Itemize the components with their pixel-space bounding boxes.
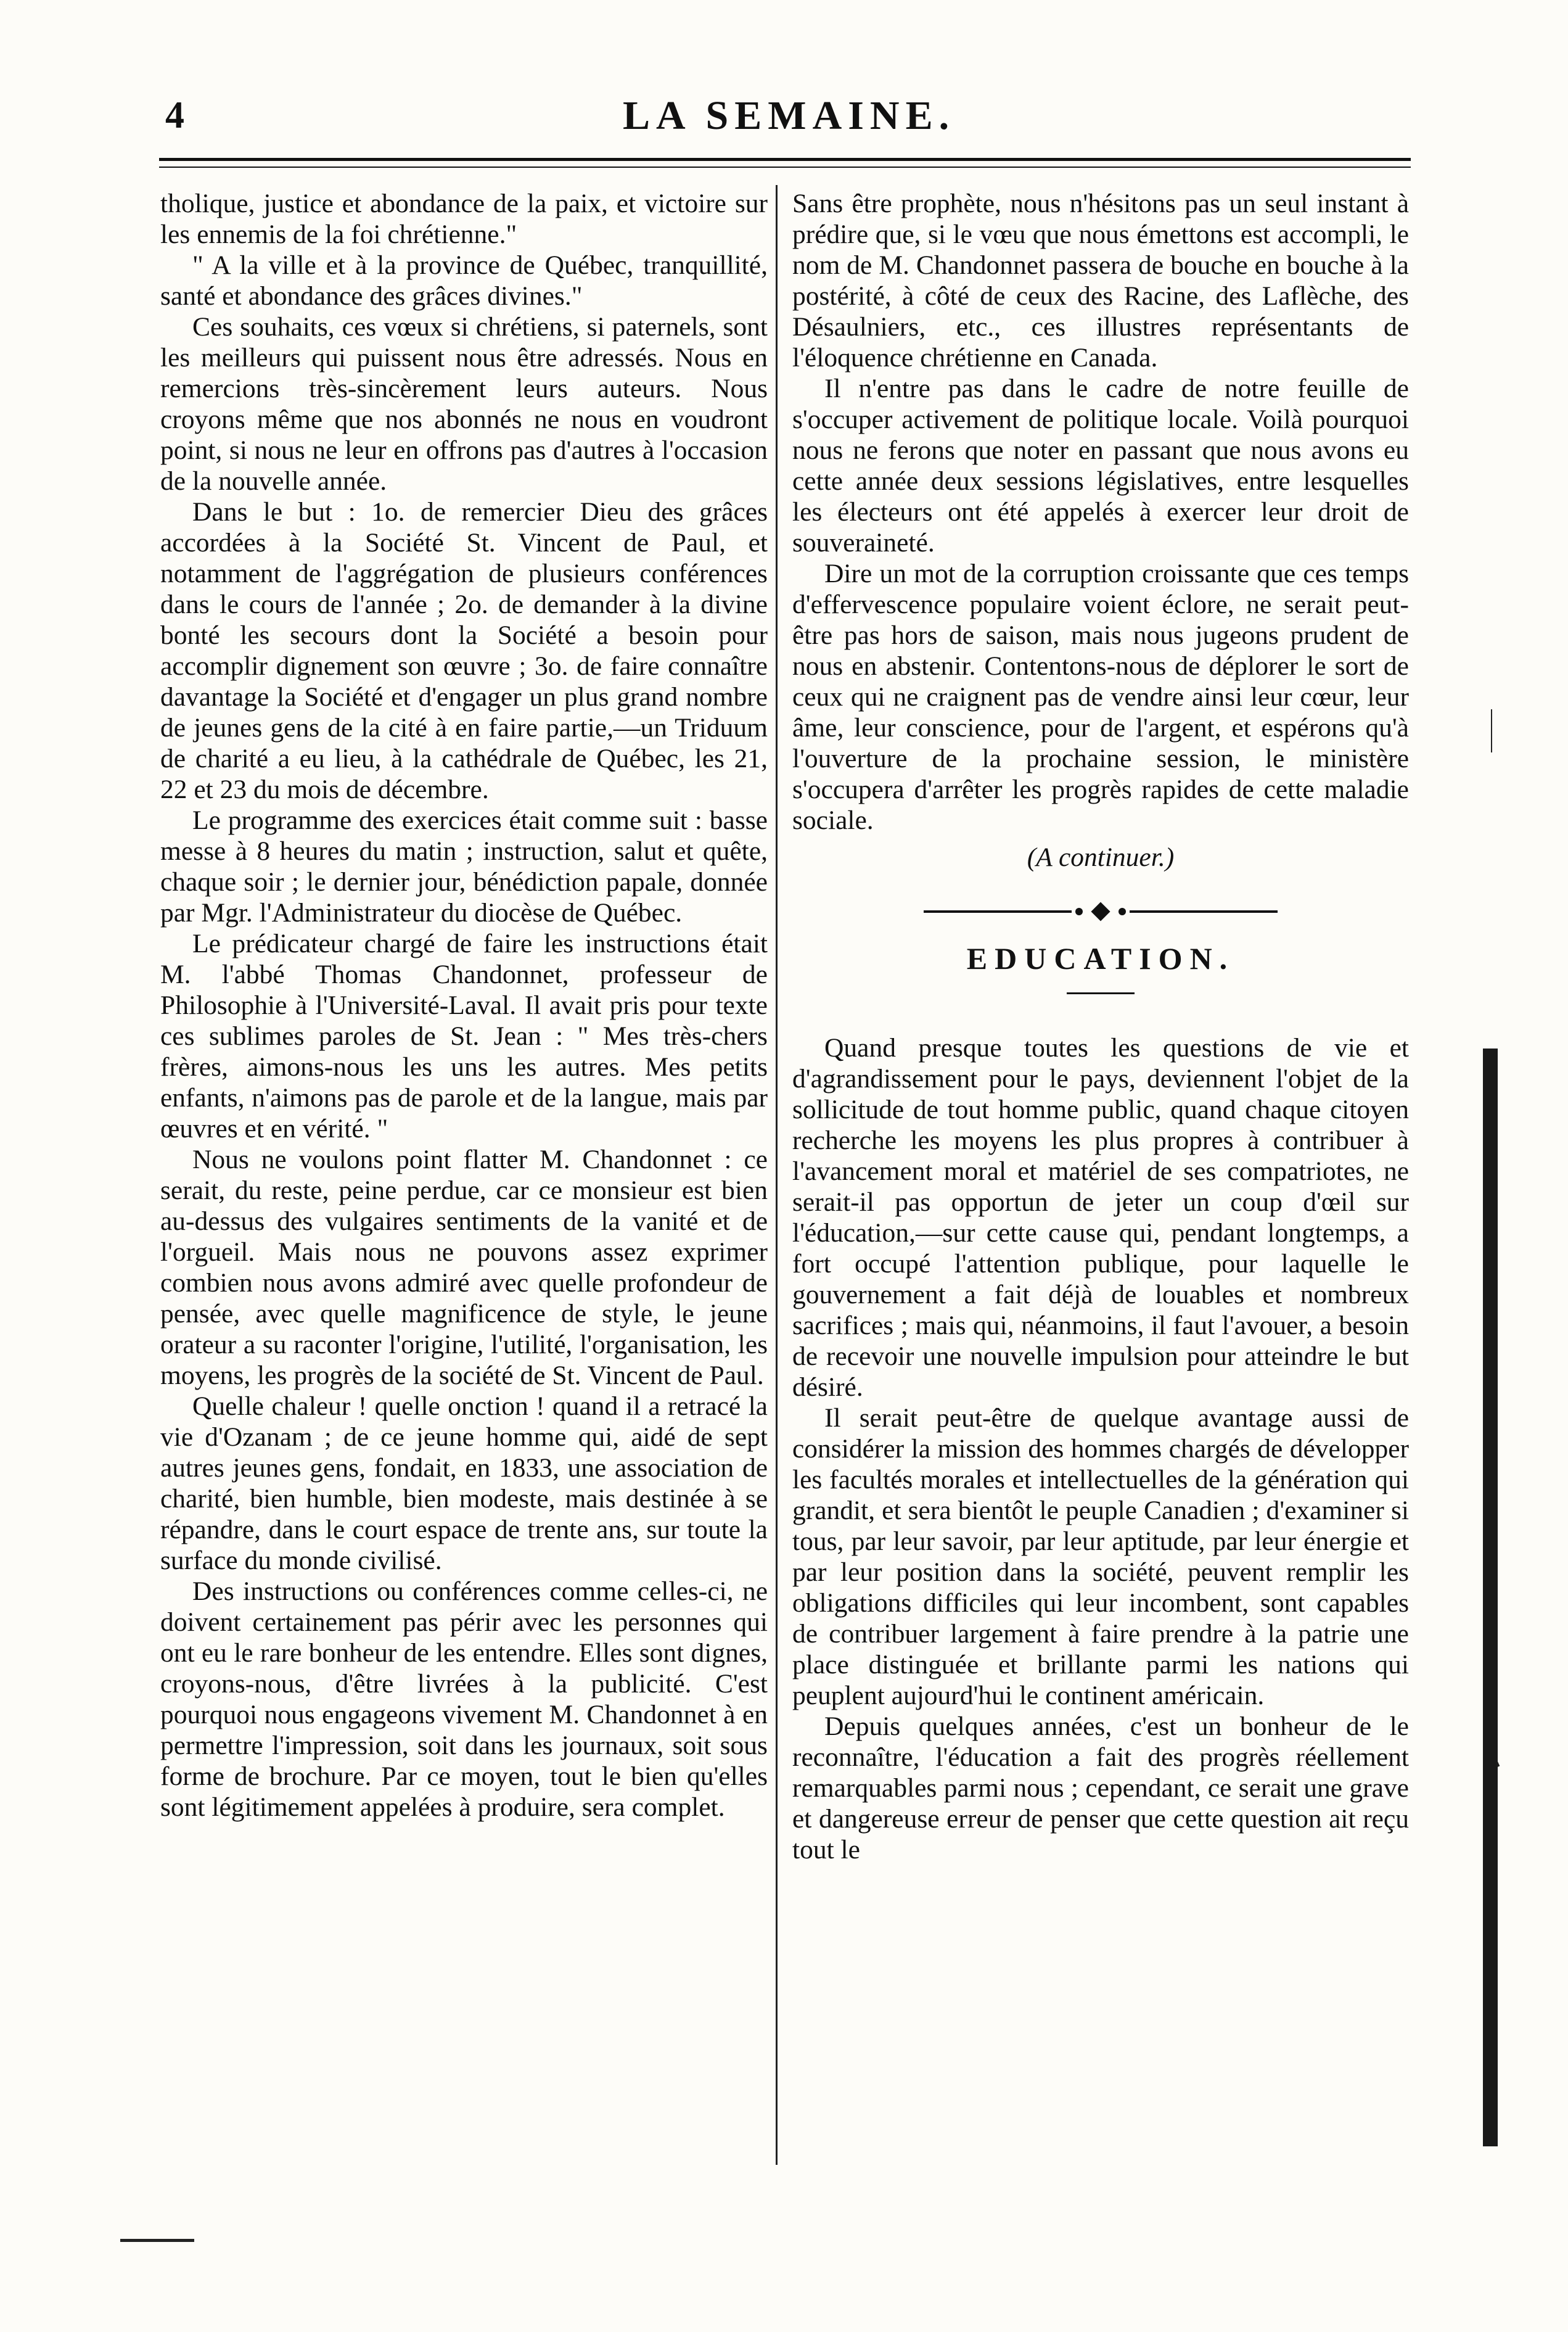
right-paragraph-6: Depuis quelques années, c'est un bonheur de le reconnaître, l'éducation a fait des progrès réellement remarquables parmi nous ; cependant, ce serait une grave et dangereuse erreur de penser que cette question ait reçu tout le [792,1712,1409,1864]
right-column [792,188,1409,1865]
header-rule-bottom [159,167,1411,168]
section-title: EDUCATION. [966,941,1235,976]
page-number: 4 [165,94,184,136]
margin-tick-upper [1491,709,1492,752]
right-paragraph-1: Sans être prophète, nous n'hésitons pas un seul instant à prédire que, si le vœu que nous émettons est accompli, le nom de M. Chandonnet passera de bouche en bouche à la postérité, à côté de ceux des Racine, des Laflèche, des Désaulniers, etc., ces illustres représentants de l'éloquence chrétienne en Canada. [792,189,1409,373]
left-paragraph-9: Des instructions ou conférences comme celles-ci, ne doivent certainement pas périr avec les personnes qui ont eu le rare bonheur de les entendre. Elles sont dignes, croyons-nous, d'être livrées à la publicité. C'est pourquoi nous engageons vivement M. Chandonnet à en permettre l'impression, soit dans les journaux, soit sous forme de brochure. Par ce moyen, tout le bien qu'elles sont légitimement appelées à produire, sera complet. [160,1576,768,1822]
ornament-line-right [1130,910,1278,913]
left-column [160,188,768,1823]
section-ornament [792,905,1409,918]
header-rule-top [159,158,1411,161]
margin-scan-bar [1483,1049,1498,2146]
left-paragraph-8: Quelle chaleur ! quelle onction ! quand il a retracé la vie d'Ozanam ; de ce jeune homme qui, aidé de sept autres jeunes gens, fondait, en 1833, une association de charité, bien humble, bien modeste, mais destinée à se répandre, dans le court espace de trente ans, sur toute la surface du monde civilisé. [160,1391,768,1575]
ornament-dot-right [1119,908,1126,915]
ornament-diamond [1091,902,1110,921]
right-paragraph-4: Quand presque toutes les questions de vie et d'agrandissement pour le pays, deviennent l'objet de la sollicitude de tout homme public, quand chaque citoyen recherche les moyens les plus propres à contribuer à l'avancement moral et matériel de ses compatriotes, ne serait-il pas opportun de jeter un coup d'œil sur l'éducation,—sur cette cause qui, pendant longtemps, a fort occupé l'attention publique, pour laquelle le gouvernement a fait déjà de louables et nombreux sacrifices ; mais qui, néanmoins, il faut l'avouer, a besoin de recevoir une nouvelle impulsion pour atteindre le but désiré. [792,1033,1409,1402]
left-paragraph-7: Nous ne voulons point flatter M. Chandonnet : ce serait, du reste, peine perdue, car ce monsieur est bien au-dessus des vulgaires sentiments de la vanité et de l'orgueil. Mais nous ne pouvons assez exprimer combien nous avons admiré avec quelle profondeur de pensée, avec quelle magnificence de style, le jeune orateur a su raconter l'origine, l'utilité, l'organisation, les moyens, les progrès de la société de St. Vincent de Paul. [160,1145,768,1390]
right-paragraph-2: Il n'entre pas dans le cadre de notre feuille de s'occuper activement de politique locale. Voilà pourquoi nous ne ferons que noter en passant que nous avons eu cette année deux sessions législatives, entre lesquelles les électeurs ont été appelés à exercer leur droit de souveraineté. [792,374,1409,558]
left-paragraph-5: Le programme des exercices était comme suit : basse messe à 8 heures du matin ; instruction, salut et quête, chaque soir ; le dernier jour, bénédiction papale, donnée par Mgr. l'Administrateur du diocèse de Québec. [160,805,768,928]
running-title: LA SEMAINE. [623,93,956,138]
section-rule [1067,992,1135,994]
left-paragraph-3: Ces souhaits, ces vœux si chrétiens, si paternels, sont les meilleurs qui puissent nous être adressés. Nous en remercions très-sincèrement leurs auteurs. Nous croyons même que nos abonnés ne nous en voudront point, si nous ne leur en offrons pas d'autres à l'occasion de la nouvelle année. [160,312,768,496]
right-paragraph-5: Il serait peut-être de quelque avantage aussi de considérer la mission des hommes chargés de développer les facultés morales et intellectuelles de la génération qui grandit, et sera bientôt le peuple Canadien ; d'examiner si tous, par leur savoir, par leur aptitude, par leur énergie et par leur position dans la société, peuvent remplir les obligations difficiles qui leur incombent, sont capables de contribuer largement à faire prendre à la patrie une place distinguée et brillante parmi les nations qui peuplent aujourd'hui le continent américain. [792,1403,1409,1710]
left-paragraph-4: Dans le but : 1o. de remercier Dieu des grâces accordées à la Société St. Vincent de Paul, et notamment de l'aggrégation de plusieurs conférences dans le cours de l'année ; 2o. de demander à la divine bonté les secours dont la Société a besoin pour accomplir dignement son œuvre ; 3o. de faire connaître davantage la Société et d'engager un plus grand nombre de jeunes gens de la cité à en faire partie,—un Triduum de charité a eu lieu, à la cathédrale de Québec, les 21, 22 et 23 du mois de décembre. [160,497,768,804]
left-paragraph-6: Le prédicateur chargé de faire les instructions était M. l'abbé Thomas Chandonnet, professeur de Philosophie à l'Université-Laval. Il avait pris pour texte ces sublimes paroles de St. Jean : " Mes très-chers frères, aimons-nous les uns les autres. Mes petits enfants, n'aimons pas de parole et de la langue, mais par œuvres et en vérité. " [160,929,768,1143]
bottom-margin-mark [120,2239,194,2242]
left-paragraph-1: tholique, justice et abondance de la paix, et victoire sur les ennemis de la foi chrétienne." [160,189,768,249]
left-paragraph-2: " A la ville et à la province de Québec, tranquillité, santé et abondance des grâces divines." [160,250,768,311]
ornament-line-left [924,910,1072,913]
right-paragraph-3: Dire un mot de la corruption croissante que ces temps d'effervescence populaire voient éclore, ne serait peut-être pas hors de saison, mais nous jugeons prudent de nous en abstenir. Contentons-nous de déplorer le sort de ceux qui ne craignent pas de vendre ainsi leur cœur, leur âme, leur conscience, pour de l'argent, et espérons qu'à l'ouverture de la prochaine session, le ministère s'occupera d'arrêter les progrès rapides de cette maladie sociale. [792,559,1409,835]
continued-note: (A continuer.) [1027,843,1175,872]
column-divider [776,185,778,2165]
ornament-dot-left [1075,908,1083,915]
